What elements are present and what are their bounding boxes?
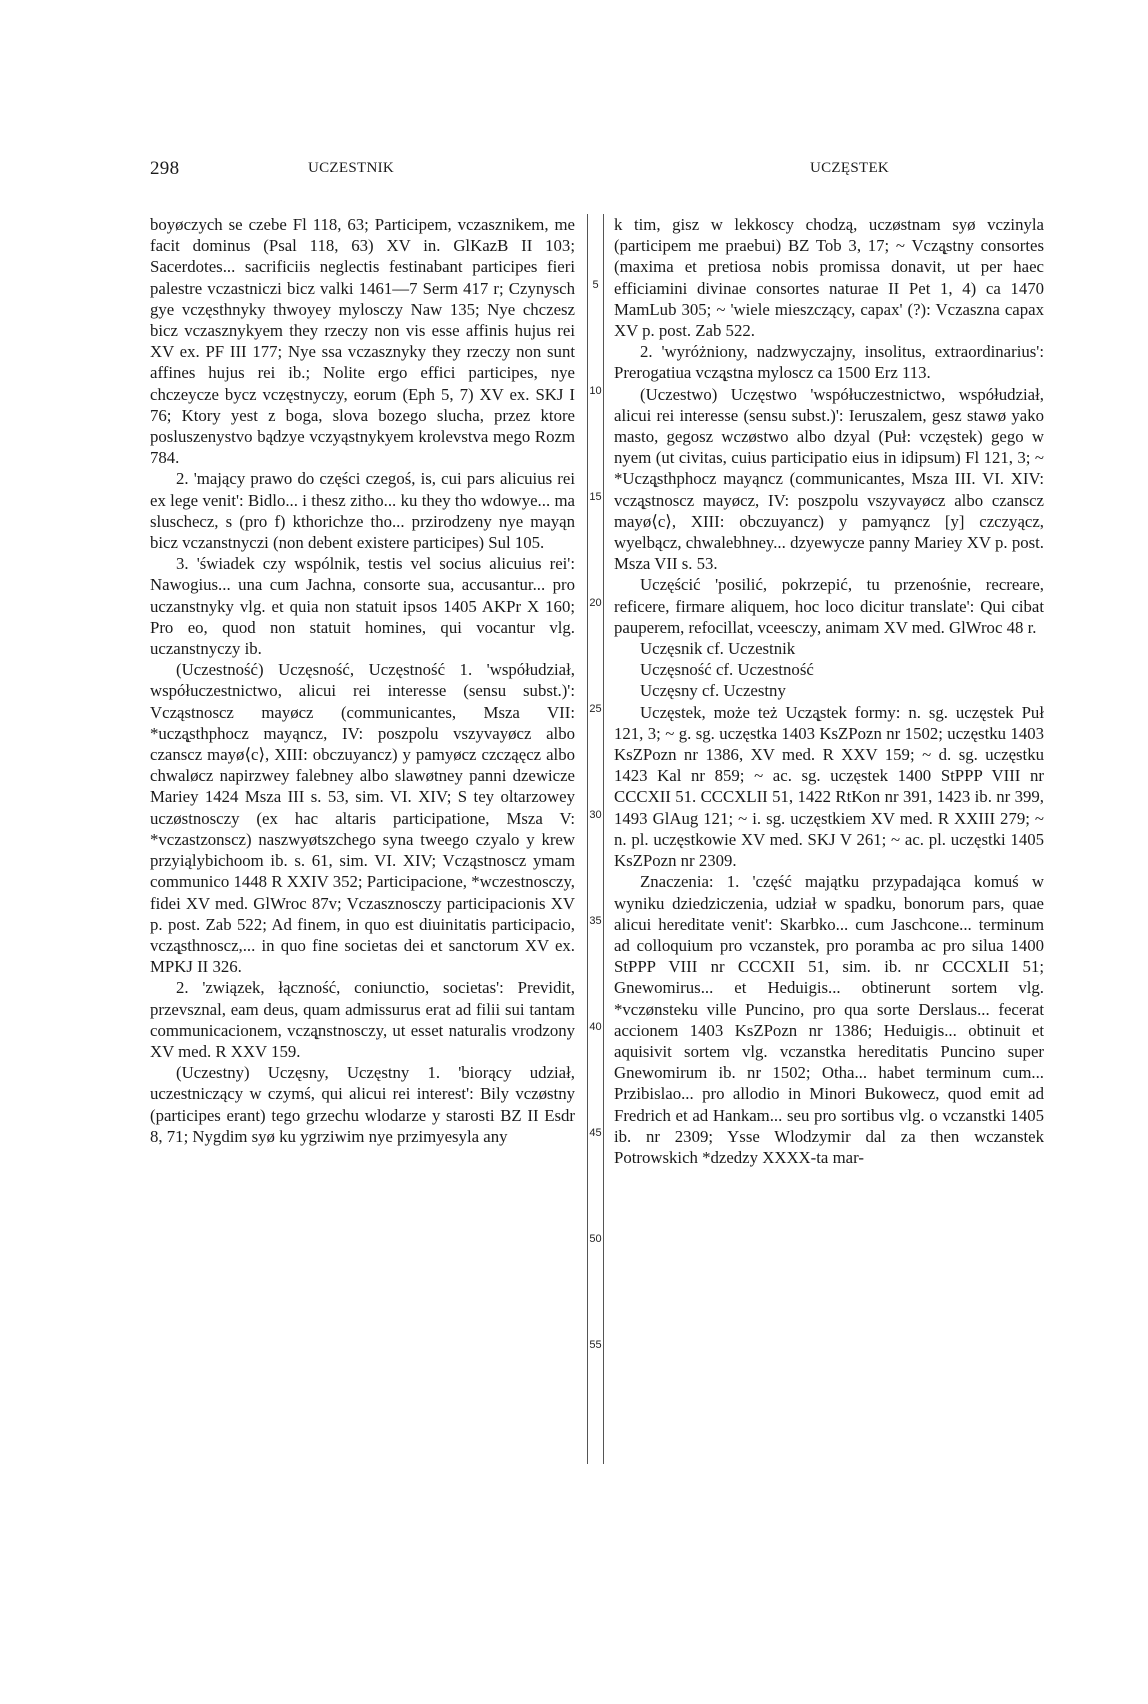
line-number: 35: [589, 915, 602, 927]
entry-paragraph: (Uczestność) Uczęsność, Uczęstność 1. 'współudział, współuczestnictwo, alicui rei interesse (sensu subst.)': Vcząstnoscz mayøcz (communicantes, Msza VII: *uczą̨sthphocz mayąncz, IV: poszpolu vszyvayøcz albo czanscz mayø⟨c⟩, XIII: obczuyancz) y pamyøcz czcząęcz albo chwaløcz napirzwey falebney albo slawøtney panni dzewicze Mariey 1424 Msza III s. 53, sim. VI. XIV; S tey oltarzowey uczøstnosczy (ex hac altaris participatione, Msza V: *vczastzonscz) naszwyøtszchego syna tweego czyalo y krew przyiąlybichoom ib. s. 61, sim. VI. XIV; Vcząstnoscz ymam communico 1448 R XXIV 352; Participacione, *wczestnosczy, fidei XV med. GlWroc 87v; Vczasznosczy participacionis XV p. post. Zab 522; Ad finem, in quo est diuinitatis participacio, vczą̨sthnoscz,... in quo fine societas dei et sanctorum XV ex. MPKJ II 326.: [150, 660, 575, 977]
entry-paragraph: Uczęścić 'posilić, pokrzepić, tu przenośnie, recreare, reficere, firmare aliquem, hoc loco dicitur translate': Qui cibat pauperem, refocillat, vceesczy, animam XV med. GlWroc 48 r.: [614, 575, 1044, 637]
entry-paragraph: Uczęstek, może też Uczą̨stek formy: n. sg. uczęstek Puł 121, 3; ~ g. sg. uczęstka 1403 KsZPozn nr 1502; uczęstku 1403 KsZPozn nr 1386, XV med. R XXV 159; ~ d. sg. uczęstku 1423 Kal nr 859; ~ ac. sg. uczęstek 1400 StPPP VIII nr CCCXII 51. CCCXLII 51, 1422 RtKon nr 391, 1423 ib. nr 399, 1493 GlAug 121; ~ i. sg. uczęstkiem XV med. R XXIII 279; ~ n. pl. uczęstkowie XV med. SKJ V 261; ~ ac. pl. uczęstki 1405 KsZPozn nr 2309.: [614, 702, 1044, 871]
line-number: 45: [589, 1127, 602, 1139]
line-number: 50: [589, 1233, 602, 1245]
line-number: 20: [589, 597, 602, 609]
cross-reference: Uczęsność cf. Uczestność: [640, 660, 814, 680]
line-number: 5: [592, 279, 599, 291]
entry-paragraph: 2. 'związek, łączność, coniunctio, societas': Previdit, przevsznal, eam deus, quam admissurus erat ad filii sui tantam communicacionem, vczą̨nstnosczy, ut esset naturalis vrodzony XV med. R XXV 159.: [150, 978, 575, 1061]
page-header: [148, 158, 994, 182]
column-divider-right: [603, 214, 604, 1464]
entry-paragraph: 3. 'świadek czy wspólnik, testis vel socius alicuius rei': Nawogius... una cum Jachna, consorte sua, accusantur... pro uczanstnyky vlg. et quia non statuit ipsos 1405 AKPr X 160; Pro eo, quod non statuit homines, qui vocantur vlg. uczanstnyczy ib.: [150, 554, 575, 659]
line-number: 25: [589, 703, 602, 715]
page-number: 298: [150, 158, 180, 179]
right-running-headword: UCZĘSTEK: [810, 160, 890, 176]
column-divider-left: [587, 214, 588, 1464]
line-number: 40: [589, 1021, 602, 1033]
line-number: 10: [589, 385, 602, 397]
left-running-headword: UCZESTNIK: [308, 160, 395, 176]
cross-reference: Uczęsnik cf. Uczestnik: [640, 639, 796, 659]
entry-paragraph: (Uczestwo) Uczęstwo 'współuczestnictwo, współudział, alicui rei interesse (sensu subst.)': Ieruszalem, gesz stawø yako masto, gegosz wczøstwo albo dzyal (Puł: vczęstek) gego w nyem (ut civitas, cuius participatio eius in idipsum) Fl 121, 3; ~ *Uczą̨sthphocz mayąncz (communicantes, Msza III. VI. XIV: vczą̨stnoscz mayøcz, IV: poszpolu vszyvayøcz albo czanscz mayø⟨c⟩, XIII: obczuyancz) y pamyąncz [y] czczyącz, wyelbącz, chwalebhney... dzyewycze panny Mariey XV p. post. Msza VII s. 53.: [614, 384, 1044, 574]
entry-paragraph: k tim, gisz w lekkoscy chodzą, uczøstnam syø vczinyla (participem me praebui) BZ Tob 3, 17; ~ Vczą̨stny consortes (maxima et pretiosa nobis promissa donavit, ut per haec efficiamini divinae consortes naturae II Pet 1, 4) ca 1470 MamLub 305; ~ 'wiele mieszczący, capax' (?): Vczaszna capax XV p. post. Zab 522.: [614, 215, 1044, 341]
right-column: [614, 214, 1044, 1168]
line-number: 55: [589, 1339, 602, 1351]
cross-reference: Uczęsny cf. Uczestny: [640, 681, 786, 701]
line-number: 30: [589, 809, 602, 821]
line-number: 15: [589, 491, 602, 503]
entry-paragraph: boyøczych se czebe Fl 118, 63; Participem, vczasznikem, me facit dominus (Psal 118, 63) XV in. GlKazB II 103; Sacerdotes... sacrificiis neglectis festinabant participes fieri palestre vczastniczi bicz valki 1461—7 Serm 417 r; Czynysch gye vczęsthnyky thwoyey mylosczy Naw 135; Nye chczesz bicz vczasznykyem they rzeczy non vis esse affinis hujus rei XV ex. PF III 177; Nye ssa vczasznyky they rzeczy non sunt affines hujus rei ib.; Nolite ergo effici participes, nye chczeycze bycz vczęstnyczy, eorum (Eph 5, 7) XV ex. SKJ I 76; Ktory yest z boga, slova bozego slucha, przez ktore posluszenystvo bądzye vczyąstnykyem krolevstva mego Rozm 784.: [150, 215, 575, 468]
entry-paragraph: (Uczestny) Uczęsny, Uczęstny 1. 'biorący udział, uczestniczący w czymś, qui alicui rei interest': Bily vczøstny (participes erant) tego grzechu wlodarze y starosti BZ II Esdr 8, 71; Nygdim syø ku ygrziwim nye przimyesyla any: [150, 1063, 575, 1146]
entry-paragraph: 2. 'wyróżniony, nadzwyczajny, insolitus, extraordinarius': Prerogatiua vczą̨stna myloscz ca 1500 Erz 113.: [614, 342, 1044, 383]
entry-paragraph: 2. 'mający prawo do części czegoś, is, cui pars alicuius rei ex lege venit': Bidlo... i thesz zitho... ku they tho wdowye... ma sluschecz, s (pro f) kthorichze tho... przirodzeny nye mayąn bicz vczanstnyczi (non debent existere participes) Sul 105.: [150, 469, 575, 553]
left-column: [150, 214, 575, 1147]
entry-paragraph: Znaczenia: 1. 'część majątku przypadająca komuś w wyniku dziedziczenia, udział w spadku, bonorum pars, quae alicui hereditate venit': Skarbko... cum Jaschcone... terminum ad colloquium pro vczanstek, pro poramba ac pro silua 1400 StPPP VIII nr CCCXII 51, sim. ib. nr CCCXLII 51; Gnewomirus... et Heduigis... obtinerunt sortem vlg. *vczønsteku ville Puncino, pro qua sorte Derslaus... fecerat accionem 1403 KsZPozn nr 1386; Heduigis... obtinuit et aquisivit sortem vlg. vczanstka hereditatis Puncino super Gnewomirum ib. nr 1502; Otha... habet terminum cum... Przibislao... pro allodio in Minori Bukowecz, quod emit ad Fredrich et ad Hankam... seu pro sortibus vlg. o vczanstki 1405 ib. nr 2309; Ysse Wlodzymir dal za then wczanstek Potrowskich *dzedzy XXXX-ta mar-: [614, 872, 1044, 1167]
